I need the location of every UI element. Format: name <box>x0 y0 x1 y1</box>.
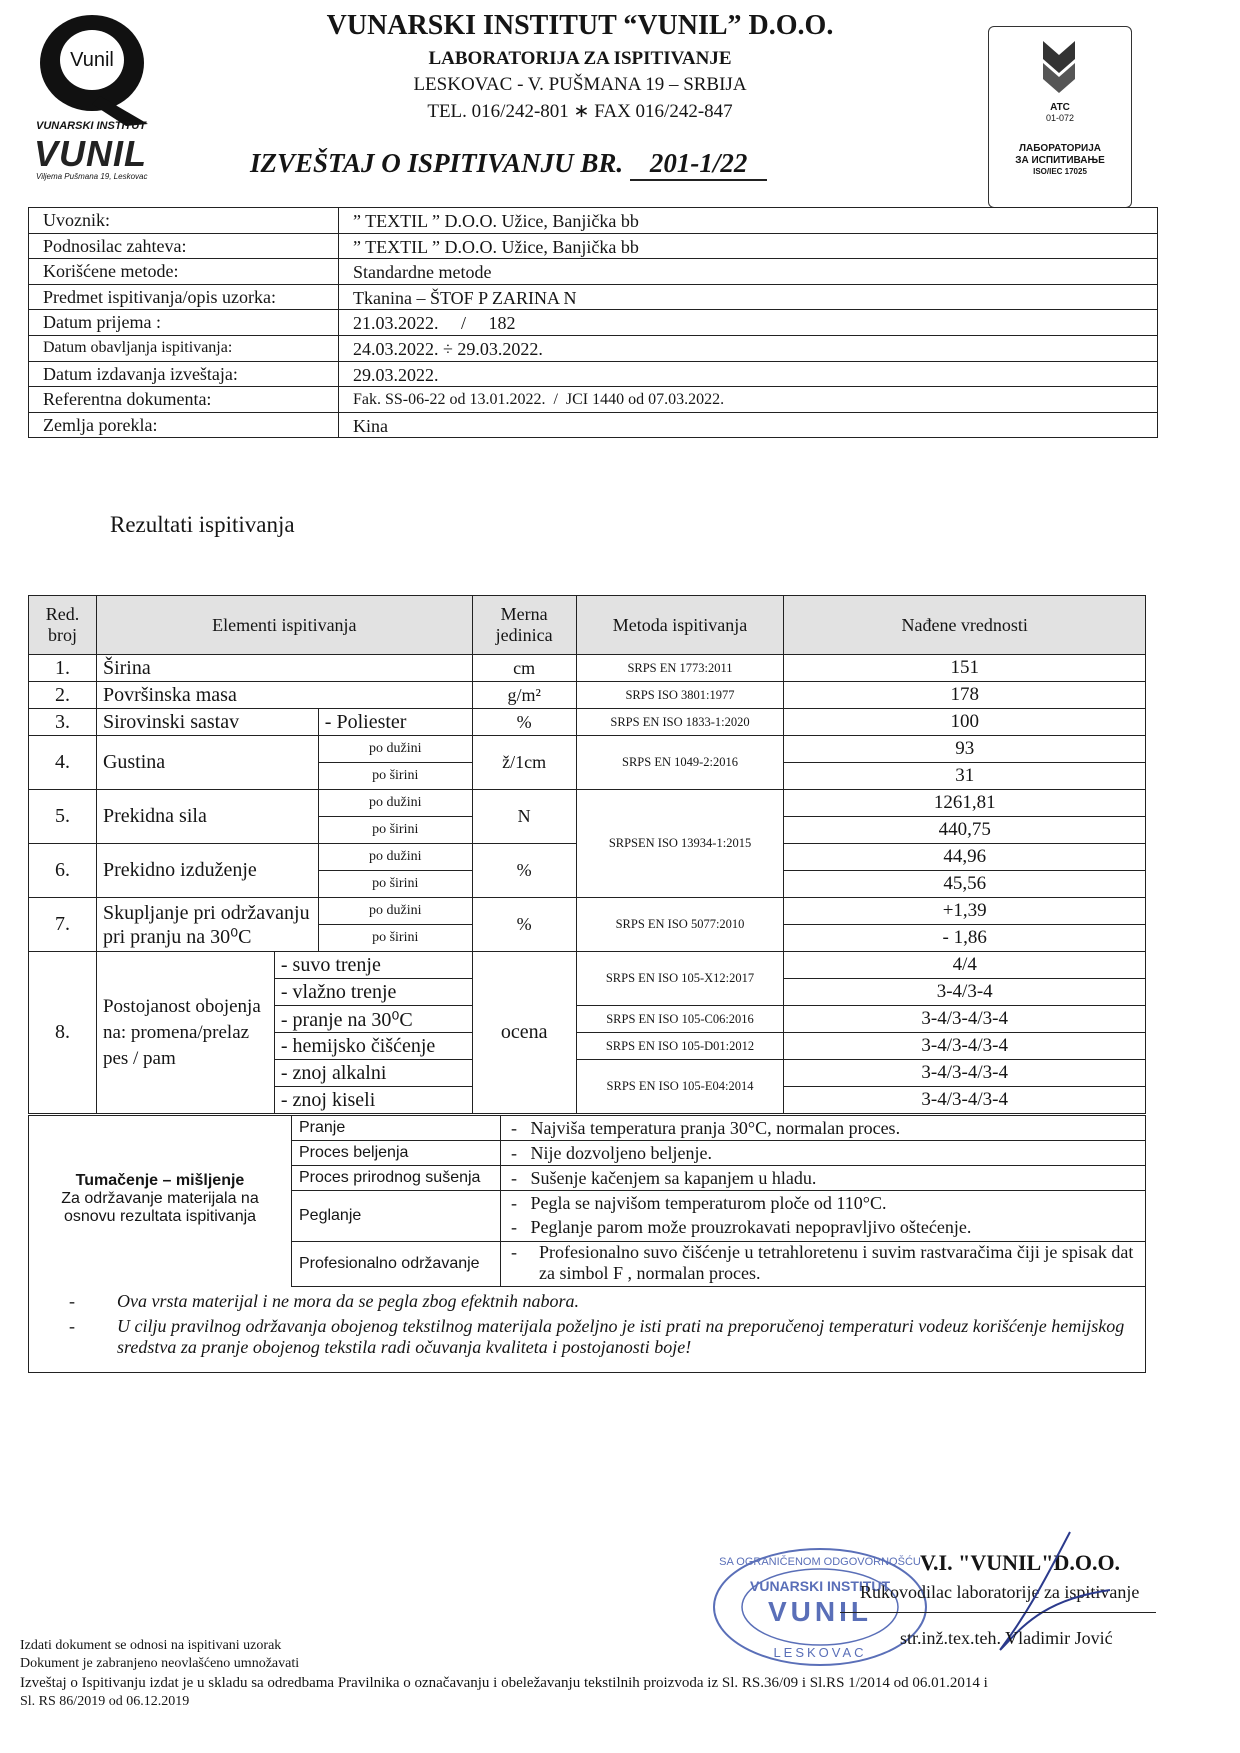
report-info-table <box>28 207 1158 438</box>
info-row-tested <box>29 336 1157 362</box>
care-text-value: Pegla se najvišom temperaturom ploče od 110°C. <box>530 1193 887 1213</box>
care-text-value: Najviša temperatura pranja 30°C, normalan proces. <box>530 1118 901 1138</box>
logo-q-inner-text: Vunil <box>70 49 114 71</box>
row-sub: - vlažno trenje <box>274 979 472 1006</box>
report-title <box>250 148 767 181</box>
table-row <box>29 898 1146 925</box>
row-sub: - Poliester <box>318 709 472 736</box>
info-label: Zemlja porekla: <box>29 413 339 438</box>
row-method: SRPS EN 1049-2:2016 <box>576 736 784 790</box>
row-value: 3-4/3-4/3-4 <box>784 1006 1146 1033</box>
row-num: 8. <box>29 952 97 1114</box>
row-method: SRPS EN ISO 1833-1:2020 <box>576 709 784 736</box>
atc-number: 01-072 <box>1045 113 1075 123</box>
signature-line <box>840 1612 1156 1613</box>
row-value: 151 <box>784 655 1146 682</box>
row-unit: cm <box>472 655 576 682</box>
row-num: 7. <box>29 898 97 952</box>
note-ironing: - Ova vrsta materijal i ne mora da se pegla zbog efektnih nabora. <box>69 1291 579 1311</box>
info-row-received <box>29 310 1157 336</box>
info-label: Predmet ispitivanja/opis uzorka: <box>29 285 339 310</box>
row-unit: ocena <box>472 952 576 1114</box>
interpretation-subtitle: Za održavanje materijala na osnovu rezultata ispitivanja <box>61 1190 259 1225</box>
row-method: SRPS ISO 3801:1977 <box>576 682 784 709</box>
row-value: 100 <box>784 709 1146 736</box>
signature-organization: V.I. "VUNIL"D.O.O. <box>920 1550 1121 1575</box>
info-value: Tkanina – ŠTOF P ZARINA N <box>353 287 577 308</box>
row-unit: % <box>472 709 576 736</box>
footer-line-2: Dokument je zabranjeno neovlašćeno umnožavati <box>20 1656 300 1671</box>
row-sub: - suvo trenje <box>274 952 472 979</box>
row-sub: po dužini <box>318 844 472 871</box>
info-value: Kina <box>353 415 388 436</box>
row-sub: - znoj alkalni <box>274 1060 472 1087</box>
interpretation-section <box>28 1115 1146 1373</box>
results-table <box>28 595 1146 1114</box>
row-sub: - hemijsko čišćenje <box>274 1033 472 1060</box>
atc-standard: ISO/IEC 17025 <box>1033 167 1087 176</box>
row-value: +1,39 <box>784 898 1146 925</box>
note-washing: - U cilju pravilnog održavanja obojenog tekstilnog materijala poželjno je isti prati na preporučenoj temperaturi vodeuz korišćenje hemijskog sredstva za pranje obojenog tekstila radi očuvanja kvaliteta i postojanosti boje! <box>69 1316 1129 1358</box>
care-text: - Pegla se najvišom temperaturom ploče od 110°C. - Peglanje parom može prouzrokavati nepopravljivo oštećenje. <box>511 1193 972 1237</box>
row-value: 45,56 <box>784 871 1146 898</box>
interpretation-title-cell <box>29 1116 292 1286</box>
care-row-ironing <box>291 1191 1145 1242</box>
care-text: - Sušenje kačenjem sa kapanjem u hladu. <box>511 1168 817 1188</box>
table-row <box>29 709 1146 736</box>
row-sub: po dužini <box>318 736 472 763</box>
col-header-unit: Merna jedinica <box>472 596 576 655</box>
row-value: 4/4 <box>784 952 1146 979</box>
table-row <box>29 952 1146 979</box>
row-num: 4. <box>29 736 97 790</box>
row-method: SRPS EN ISO 105-D01:2012 <box>576 1033 784 1060</box>
table-row <box>29 655 1146 682</box>
row-element: Površinska masa <box>96 682 472 709</box>
row-num: 6. <box>29 844 97 898</box>
table-header-row <box>29 596 1146 655</box>
info-label: Referentna dokumenta: <box>29 387 339 412</box>
footer-line-1: Izdati dokument se odnosi na ispitivani uzorak <box>20 1638 282 1653</box>
row-element: Sirovinski sastav <box>96 709 318 736</box>
stamp-line2: VUNIL <box>768 1596 872 1627</box>
care-label: Pranje <box>291 1116 501 1140</box>
care-row-drying <box>291 1166 1145 1191</box>
atc-mark-icon <box>1035 37 1085 95</box>
row-value: 178 <box>784 682 1146 709</box>
vunil-q-logo <box>30 8 160 128</box>
row-value: 3-4/3-4/3-4 <box>784 1033 1146 1060</box>
info-label: Korišćene metode: <box>29 259 339 284</box>
col-header-elements: Elementi ispitivanja <box>96 596 472 655</box>
care-text-value: Sušenje kačenjem sa kapanjem u hladu. <box>530 1168 817 1188</box>
care-label: Profesionalno održavanje <box>291 1242 501 1286</box>
row-value: 440,75 <box>784 817 1146 844</box>
row-sub: po širini <box>318 925 472 952</box>
note-ironing-text: Ova vrsta materijal i ne mora da se pegla zbog efektnih nabora. <box>117 1291 579 1311</box>
row-element <box>96 898 318 952</box>
info-row-methods <box>29 259 1157 285</box>
row-element: Gustina <box>96 736 318 790</box>
row-sub: po širini <box>318 763 472 790</box>
row-element-line2: pri pranju na 30⁰C <box>102 925 252 948</box>
footer-line-3: Izveštaj o Ispitivanju izdat je u skladu sa odredbama Pravilnika o označavanju i obeležavanju tekstilnih proizvoda iz Sl. RS.36/09 i Sl.RS 1/2014 od 06.01.2014 i <box>20 1675 988 1691</box>
row-unit: N <box>472 790 576 844</box>
info-value: ” TEXTIL ” D.O.O. Užice, Banjička bb <box>353 211 639 231</box>
note-washing-text: U cilju pravilnog održavanja obojenog tekstilnog materijala poželjno je isti prati na preporučenoj temperaturi vodeuz korišćenje hemijskog sredstva za pranje obojenog tekstila radi očuvanja kvaliteta i postojanosti boje! <box>117 1316 1125 1357</box>
row-value: 1261,81 <box>784 790 1146 817</box>
info-row-issued <box>29 362 1157 388</box>
row-sub: po dužini <box>318 898 472 925</box>
row-num: 2. <box>29 682 97 709</box>
row-unit: % <box>472 844 576 898</box>
info-label: Datum izdavanja izveštaja: <box>29 362 339 387</box>
row-value: 93 <box>784 736 1146 763</box>
row-sub: - pranje na 30⁰C <box>274 1006 472 1033</box>
row-sub: po širini <box>318 871 472 898</box>
info-row-origin <box>29 413 1157 438</box>
care-text: - Profesionalno suvo čišćenje u tetrahloretenu i suvim rastvaračima čiji je spisak dat za simbol F , normalan proces. <box>501 1242 1145 1286</box>
lab-name: LABORATORIJA ZA ISPITIVANJE <box>428 48 732 69</box>
row-value: 44,96 <box>784 844 1146 871</box>
table-row <box>29 736 1146 763</box>
institute-address: LESKOVAC - V. PUŠMANA 19 – SRBIJA <box>413 74 747 95</box>
row-value: 3-4/3-4/3-4 <box>784 1060 1146 1087</box>
row-unit: % <box>472 898 576 952</box>
info-label: Datum prijema : <box>29 310 339 335</box>
col-header-value: Nađene vrednosti <box>784 596 1146 655</box>
row-method: SRPS EN ISO 105-X12:2017 <box>576 952 784 1006</box>
row-sub: - znoj kiseli <box>274 1087 472 1114</box>
row-unit: ž/1cm <box>472 736 576 790</box>
institute-stamp <box>710 1545 930 1670</box>
row-method: SRPS EN 1773:2011 <box>576 655 784 682</box>
stamp-ring-text: SA OGRANIČENOM ODGOVORNOŠĆU <box>719 1556 921 1568</box>
info-value: 29.03.2022. <box>353 364 439 385</box>
info-label: Datum obavljanja ispitivanja: <box>29 336 339 361</box>
results-heading: Rezultati ispitivanja <box>110 512 295 537</box>
row-element: Prekidna sila <box>96 790 318 844</box>
row-element: Prekidno izduženje <box>96 844 318 898</box>
signature-role: Rukovodilac laboratorije za ispitivanje <box>860 1582 1140 1602</box>
care-text-value: Nije dozvoljeno beljenje. <box>530 1143 712 1163</box>
logo-address: Viljema Pušmana 19, Leskovac <box>36 172 148 181</box>
report-number: 201-1/22 <box>630 148 768 181</box>
row-unit: g/m² <box>472 682 576 709</box>
info-row-importer <box>29 208 1157 234</box>
care-label: Proces prirodnog sušenja <box>291 1166 501 1190</box>
care-row-bleaching <box>291 1141 1145 1166</box>
row-value: - 1,86 <box>784 925 1146 952</box>
logo-brand-big: VUNIL <box>34 133 147 174</box>
col-header-num: Red. broj <box>29 596 97 655</box>
info-row-reference <box>29 387 1157 413</box>
stamp-line3: LESKOVAC <box>773 1645 867 1660</box>
row-method: SRPS EN ISO 105-E04:2014 <box>576 1060 784 1114</box>
atc-line1: ЛАБОРАТОРИЈА <box>1019 143 1101 154</box>
interpretation-title: Tumačenje – mišljenje <box>75 1172 245 1189</box>
row-sub: po dužini <box>318 790 472 817</box>
row-num: 5. <box>29 790 97 844</box>
row-method: SRPS EN ISO 5077:2010 <box>576 898 784 952</box>
report-title-text: IZVEŠTAJ O ISPITIVANJU BR. <box>250 148 624 178</box>
info-value: 24.03.2022. ÷ 29.03.2022. <box>353 338 543 359</box>
care-text: - Najviša temperatura pranja 30°C, normalan proces. <box>511 1118 901 1138</box>
row-element: Širina <box>96 655 472 682</box>
row-value: 3-4/3-4 <box>784 979 1146 1006</box>
row-num: 1. <box>29 655 97 682</box>
logo-brand-small: VUNARSKI INSTITUT <box>36 120 146 132</box>
institute-name: VUNARSKI INSTITUT “VUNIL” D.O.O. <box>326 10 834 41</box>
table-row <box>29 790 1146 817</box>
care-label: Peglanje <box>291 1191 501 1241</box>
row-num: 3. <box>29 709 97 736</box>
row-method: SRPSEN ISO 13934-1:2015 <box>576 790 784 898</box>
row-value: 31 <box>784 763 1146 790</box>
info-label: Podnosilac zahteva: <box>29 234 339 259</box>
stamp-line1: VUNARSKI INSTITUT <box>750 1578 890 1594</box>
info-value: 21.03.2022. / 182 <box>353 313 516 334</box>
col-header-method: Metoda ispitivanja <box>576 596 784 655</box>
info-value: Fak. SS-06-22 od 13.01.2022. / JCI 1440 od 07.03.2022. <box>353 391 725 409</box>
info-value: ” TEXTIL ” D.O.O. Užice, Banjička bb <box>353 236 639 257</box>
care-text-value-2: Peglanje parom može prouzrokavati nepopravljivo oštećenje. <box>530 1217 972 1237</box>
row-sub: po širini <box>318 817 472 844</box>
atc-line2: ЗА ИСПИТИВАЊЕ <box>1015 155 1105 166</box>
care-row-professional <box>291 1242 1145 1287</box>
signature-name: str.inž.tex.teh. Vladimir Jović <box>900 1628 1113 1648</box>
institute-phone: TEL. 016/242-801 ∗ FAX 016/242-847 <box>427 101 733 122</box>
atc-code: ATC <box>1050 102 1070 113</box>
care-label: Proces beljenja <box>291 1141 501 1165</box>
info-label: Uvoznik: <box>29 208 339 233</box>
row-element-line1: Skupljanje pri održavanju <box>102 901 310 924</box>
info-row-applicant <box>29 234 1157 260</box>
care-text: - Nije dozvoljeno beljenje. <box>511 1143 712 1163</box>
care-text-value: Profesionalno suvo čišćenje u tetrahloretenu i suvim rastvaračima čiji je spisak dat za simbol F , normalan proces. <box>539 1242 1134 1283</box>
care-row-washing <box>291 1116 1145 1141</box>
row-element: Postojanost obojenja na: promena/prelaz pes / pam <box>96 952 274 1114</box>
footer-line-4: Sl. RS 86/2019 od 06.12.2019 <box>20 1694 190 1709</box>
info-value: Standardne metode <box>353 262 492 283</box>
table-row <box>29 682 1146 709</box>
atc-accreditation-badge <box>988 26 1132 208</box>
info-row-subject <box>29 285 1157 311</box>
row-value: 3-4/3-4/3-4 <box>784 1087 1146 1114</box>
row-method: SRPS EN ISO 105-C06:2016 <box>576 1006 784 1033</box>
